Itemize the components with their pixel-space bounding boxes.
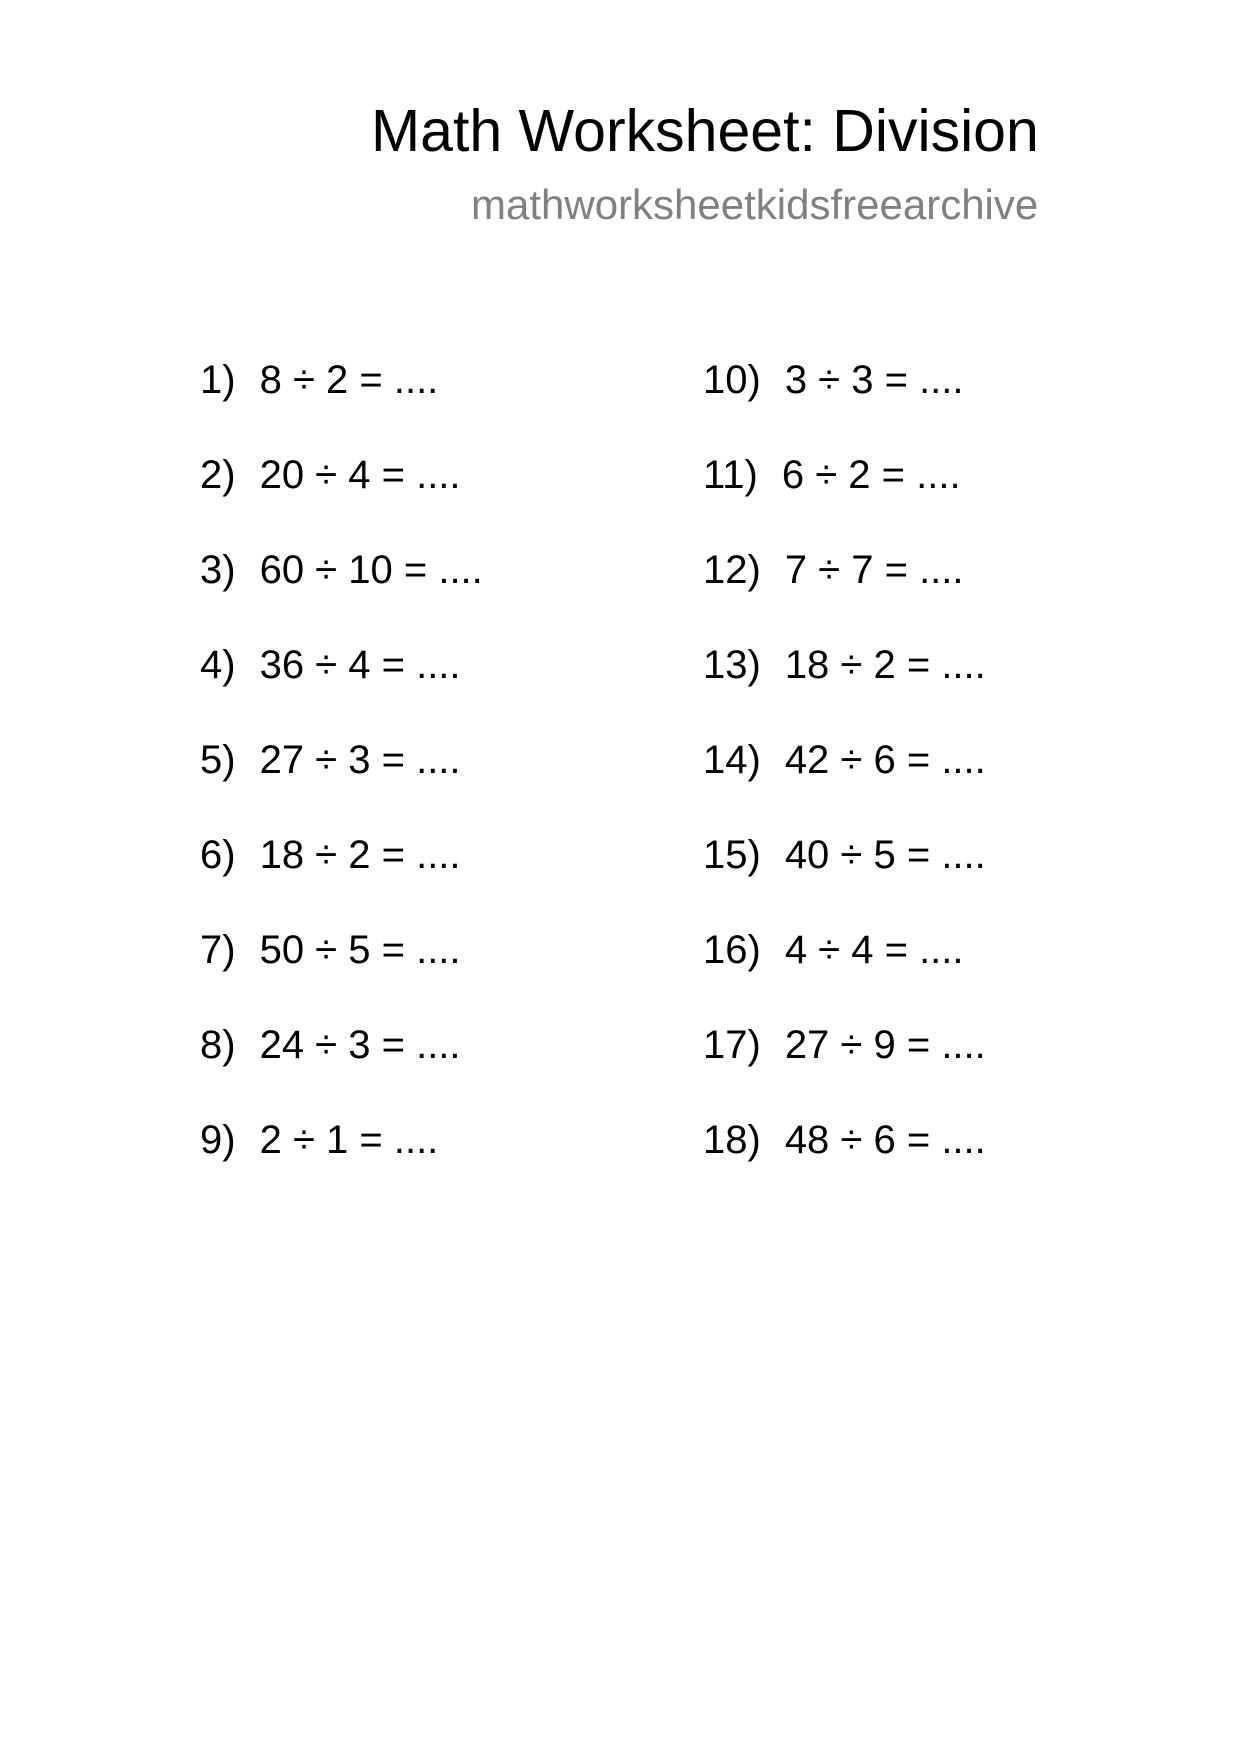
problem-item [703,643,986,738]
problem-number: 12) [703,548,761,592]
problem-item [200,453,483,548]
problem-number: 4) [200,643,236,687]
problem-expression: 36 ÷ 4 = .... [259,643,461,687]
problem-item [200,833,483,928]
problem-expression: 18 ÷ 2 = .... [784,643,986,687]
problem-item [703,453,986,548]
problem-number: 7) [200,928,236,972]
problem-item [703,358,986,453]
problem-number: 1) [200,358,236,402]
problem-number: 8) [200,1023,236,1067]
problem-number: 9) [200,1118,236,1162]
problem-number: 14) [703,738,761,782]
problem-expression: 24 ÷ 3 = .... [259,1023,461,1067]
problem-number: 15) [703,833,761,877]
problem-item [200,1118,483,1213]
problem-number: 16) [703,928,761,972]
problem-expression: 27 ÷ 3 = .... [259,738,461,782]
problem-item [703,548,986,643]
problem-number: 3) [200,548,236,592]
problem-item [200,928,483,1023]
problem-item [703,1118,986,1213]
problem-item [200,1023,483,1118]
problem-expression: 4 ÷ 4 = .... [784,928,964,972]
problem-item [200,548,483,643]
problem-expression: 20 ÷ 4 = .... [259,453,461,497]
problem-expression: 40 ÷ 5 = .... [784,833,986,877]
problem-item [703,833,986,928]
problem-number: 13) [703,643,761,687]
problem-number: 10) [703,358,761,402]
problem-item [200,738,483,833]
problem-expression: 48 ÷ 6 = .... [784,1118,986,1162]
problem-expression: 6 ÷ 2 = .... [781,453,961,497]
problem-number: 17) [703,1023,761,1067]
problem-item [200,358,483,453]
problem-item [200,643,483,738]
problem-expression: 27 ÷ 9 = .... [784,1023,986,1067]
problem-column-right [703,358,986,1213]
problem-number: 11) [703,453,758,497]
page-subtitle: mathworksheetkidsfreearchive [471,181,1039,228]
problem-item [703,1023,986,1118]
problem-column-left [200,358,483,1213]
problem-expression: 42 ÷ 6 = .... [784,738,986,782]
problem-expression: 2 ÷ 1 = .... [259,1118,439,1162]
problem-expression: 18 ÷ 2 = .... [259,833,461,877]
problem-expression: 50 ÷ 5 = .... [259,928,461,972]
problem-number: 5) [200,738,236,782]
problem-expression: 7 ÷ 7 = .... [784,548,964,592]
problem-expression: 3 ÷ 3 = .... [784,358,964,402]
problem-expression: 8 ÷ 2 = .... [259,358,439,402]
problem-item [703,928,986,1023]
problem-number: 6) [200,833,236,877]
page-title: Math Worksheet: Division [371,98,1039,164]
problem-expression: 60 ÷ 10 = .... [259,548,483,592]
problem-item [703,738,986,833]
problem-number: 2) [200,453,236,497]
problem-number: 18) [703,1118,761,1162]
